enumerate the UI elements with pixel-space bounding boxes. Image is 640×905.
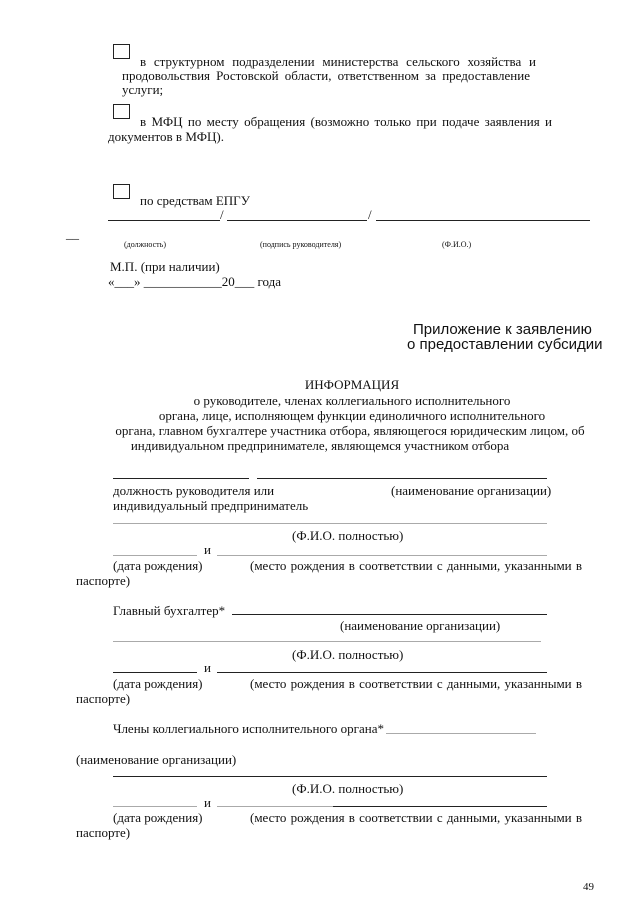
board-birth-date-label: (дата рождения): [113, 810, 203, 825]
head-position-label: должность руководителя или: [113, 483, 275, 498]
label-position: (должность): [124, 240, 166, 249]
accountant-birthdate-line[interactable]: [113, 672, 197, 673]
checkbox-ministry[interactable]: [113, 44, 130, 59]
position-line[interactable]: [108, 220, 220, 221]
head-birth-place-label: (место рождения в соответствии с данными, указанными в: [250, 558, 582, 573]
label-fio: (Ф.И.О.): [442, 240, 472, 249]
head-passport-label: паспорте): [76, 573, 131, 588]
option-mfc-line2: документов в МФЦ).: [108, 129, 224, 144]
head-position-label2: индивидуальный предприниматель: [113, 498, 309, 513]
board-and: и: [204, 795, 211, 810]
accountant-and: и: [204, 660, 211, 675]
accountant-org-label: (наименование организации): [340, 618, 501, 633]
accountant-birthplace-line[interactable]: [217, 672, 547, 673]
head-org-label: (наименование организации): [391, 483, 552, 498]
info-title: ИНФОРМАЦИЯ: [304, 377, 400, 392]
board-passport-label: паспорте): [76, 825, 131, 840]
board-label: Члены коллегиального исполнительного органа*: [113, 721, 385, 736]
appendix-line1: Приложение к заявлению: [413, 321, 592, 338]
board-birthplace-line-a[interactable]: [217, 806, 333, 807]
board-fio-label: (Ф.И.О. полностью): [292, 781, 404, 796]
accountant-birth-date-label: (дата рождения): [113, 676, 203, 691]
signature-sep-2: /: [368, 207, 372, 222]
checkbox-epgu[interactable]: [113, 184, 130, 199]
signature-dash: __: [66, 226, 79, 241]
info-line3: органа, главном бухгалтере участника отбора, являющегося юридическим лицом, об: [115, 423, 585, 438]
signature-line[interactable]: [227, 220, 367, 221]
board-birth-place-label: (место рождения в соответствии с данными, указанными в: [250, 810, 582, 825]
option-ministry-line3: услуги;: [122, 82, 164, 97]
option-mfc-line1: в МФЦ по месту обращения (возможно только при подаче заявления и: [140, 114, 552, 129]
accountant-label: Главный бухгалтер*: [113, 603, 226, 618]
option-epgu: по средствам ЕПГУ: [140, 193, 250, 208]
board-input-line[interactable]: [386, 733, 536, 734]
info-line4: индивидуальном предпринимателе, являющемся участником отбора: [130, 438, 510, 453]
accountant-fio-line[interactable]: [113, 641, 541, 642]
label-signature: (подпись руководителя): [260, 240, 342, 249]
board-birthdate-line[interactable]: [113, 806, 197, 807]
accountant-org-line[interactable]: [232, 614, 547, 615]
head-fio-line[interactable]: [113, 523, 547, 524]
head-birth-date-label: (дата рождения): [113, 558, 203, 573]
accountant-fio-label: (Ф.И.О. полностью): [292, 647, 404, 662]
board-fio-line[interactable]: [113, 776, 547, 777]
stamp-label: М.П. (при наличии): [110, 259, 220, 274]
option-ministry-line2: продовольствия Ростовской области, ответственном за предоставление: [122, 68, 530, 83]
info-line1: о руководителе, членах коллегиального исполнительного: [193, 393, 511, 408]
head-org-line[interactable]: [257, 478, 547, 479]
head-and: и: [204, 542, 211, 557]
signature-sep-1: /: [220, 207, 224, 222]
page-number: 49: [583, 881, 594, 893]
info-line2: органа, лице, исполняющем функции единоличного исполнительного: [158, 408, 546, 423]
head-birthplace-line[interactable]: [217, 555, 547, 556]
accountant-birth-place-label: (место рождения в соответствии с данными, указанными в: [250, 676, 582, 691]
appendix-line2: о предоставлении субсидии: [407, 336, 603, 353]
board-org-label: (наименование организации): [76, 752, 237, 767]
fio-line[interactable]: [376, 220, 590, 221]
option-ministry-line1: в структурном подразделении министерства сельского хозяйства и: [140, 54, 536, 69]
checkbox-mfc[interactable]: [113, 104, 130, 119]
board-birthplace-line-b[interactable]: [333, 806, 547, 807]
head-fio-label: (Ф.И.О. полностью): [292, 528, 404, 543]
date-line[interactable]: «___» ____________20___ года: [108, 274, 282, 289]
accountant-passport-label: паспорте): [76, 691, 131, 706]
head-birthdate-line[interactable]: [113, 555, 197, 556]
head-position-line[interactable]: [113, 478, 249, 479]
